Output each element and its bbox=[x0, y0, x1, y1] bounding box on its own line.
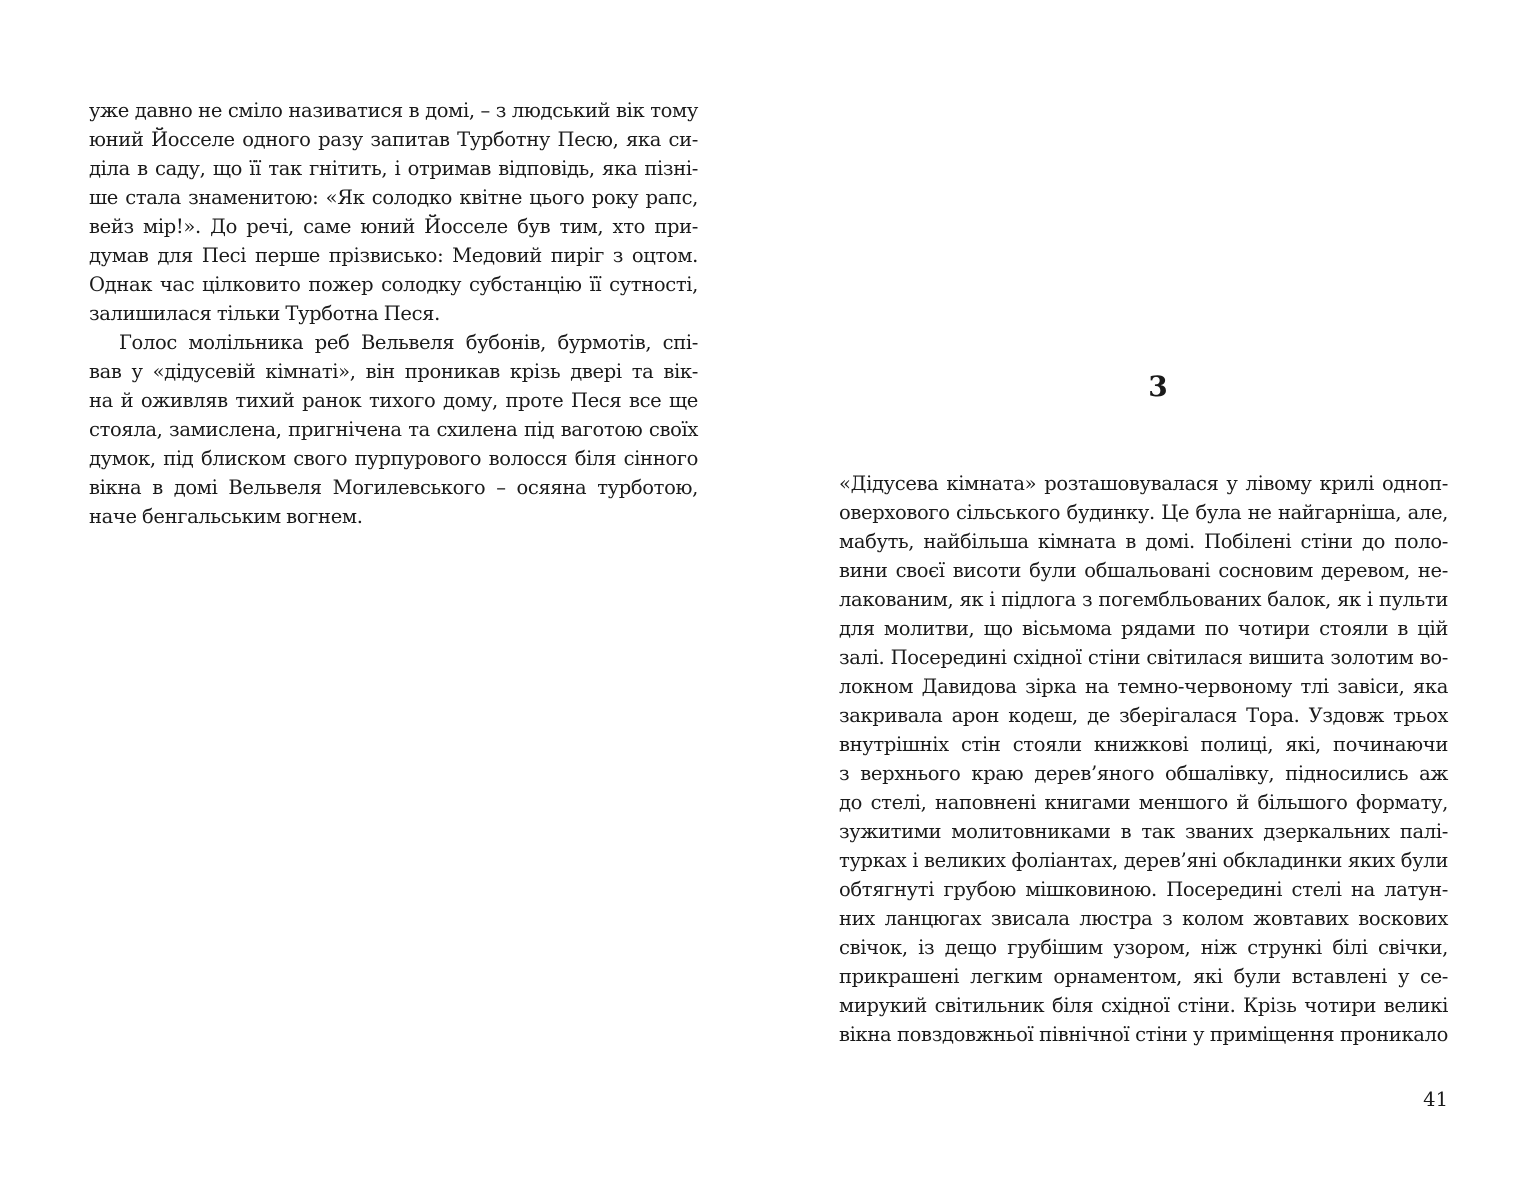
text-line: діла в саду, що її так гнітить, і отримав відповідь, яка пізні- bbox=[89, 157, 698, 180]
text-line: вини своєї висоти були обшальовані сосновим деревом, не- bbox=[839, 559, 1448, 582]
paragraph-1 bbox=[839, 469, 1448, 1049]
text-line: для молитви, що вісьмома рядами по чотири стояли в цій bbox=[839, 617, 1448, 640]
text-line: думав для Песі перше прізвисько: Медовий пиріг з оцтом. bbox=[89, 244, 698, 267]
right-page bbox=[768, 0, 1536, 1182]
text-line: закривала арон кодеш, де зберігалася Тора. Уздовж трьох bbox=[839, 704, 1448, 727]
chapter-number-text: 3 bbox=[1148, 370, 1168, 403]
text-line: з верхнього краю дерев’яного обшалівку, підносились аж bbox=[839, 762, 1448, 785]
text-line: них ланцюгах звисала люстра з колом жовтавих воскових bbox=[839, 907, 1448, 930]
text-line: наче бенгальським вогнем. bbox=[89, 505, 363, 528]
text-line: лакованим, як і підлога з погембльованих балок, як і пульти bbox=[839, 588, 1448, 611]
text-line: «Дідусева кімната» розташовувалася у лівому крилі одноп- bbox=[839, 472, 1448, 495]
right-page-text bbox=[839, 469, 1448, 1049]
text-line: вейз мір!». До речі, саме юний Йосселе був тим, хто при- bbox=[89, 215, 698, 238]
text-line: вікна в домі Вельвеля Могилевського – осяяна турботою, bbox=[89, 476, 698, 499]
text-line: мирукий світильник біля східної стіни. Крізь чотири великі bbox=[839, 994, 1448, 1017]
text-line: вав у «дідусевій кімнаті», він проникав крізь двері та вік- bbox=[89, 360, 698, 383]
text-line: ше стала знаменитою: «Як солодко квітне цього року рапс, bbox=[89, 186, 698, 209]
text-line: свічок, із дещо грубішим узором, ніж стрункі білі свічки, bbox=[839, 936, 1448, 959]
text-line: на й оживляв тихий ранок тихого дому, проте Песя все ще bbox=[89, 389, 698, 412]
text-line: внутрішніх стін стояли книжкові полиці, які, починаючи bbox=[839, 733, 1448, 756]
text-line: зужитими молитовниками в так званих дзеркальних палі- bbox=[839, 820, 1448, 843]
text-line: Однак час цілковито пожер солодку субстанцію її сутності, bbox=[89, 273, 698, 296]
page-number: 41 bbox=[1423, 1088, 1448, 1111]
left-page-text bbox=[89, 96, 698, 531]
text-line: залишилася тільки Турботна Песя. bbox=[89, 302, 440, 325]
text-line: залі. Посередині східної стіни світилася вишита золотим во- bbox=[839, 646, 1448, 669]
text-line: думок, під блиском свого пурпурового волосся біля сінного bbox=[89, 447, 698, 470]
text-line: прикрашені легким орнаментом, які були вставлені у се- bbox=[839, 965, 1448, 988]
text-line: стояла, замислена, пригнічена та схилена під ваготою своїх bbox=[89, 418, 698, 441]
paragraph-2 bbox=[89, 328, 698, 531]
paragraph-1 bbox=[89, 96, 698, 328]
text-line: локном Давидова зірка на темно-червоному тлі завіси, яка bbox=[839, 675, 1448, 698]
text-line: до стелі, наповнені книгами меншого й більшого формату, bbox=[839, 791, 1448, 814]
text-line: вікна повздовжньої північної стіни у приміщення проникало bbox=[839, 1023, 1448, 1046]
text-line: турках і великих фоліантах, дерев’яні обкладинки яких були bbox=[839, 849, 1448, 872]
text-line: уже давно не сміло називатися в домі, – з людський вік тому bbox=[89, 99, 698, 122]
text-line: мабуть, найбільша кімната в домі. Побілені стіни до поло- bbox=[839, 530, 1448, 553]
text-line: Голос молільника реб Вельвеля бубонів, бурмотів, спі- bbox=[119, 331, 698, 354]
text-line: обтягнуті грубою мішковиною. Посередині стелі на латун- bbox=[839, 878, 1448, 901]
text-line: юний Йосселе одного разу запитав Турботну Песю, яка си- bbox=[89, 128, 698, 151]
chapter-number bbox=[768, 370, 1536, 404]
text-line: оверхового сільського будинку. Це була не найгарніша, але, bbox=[839, 501, 1448, 524]
